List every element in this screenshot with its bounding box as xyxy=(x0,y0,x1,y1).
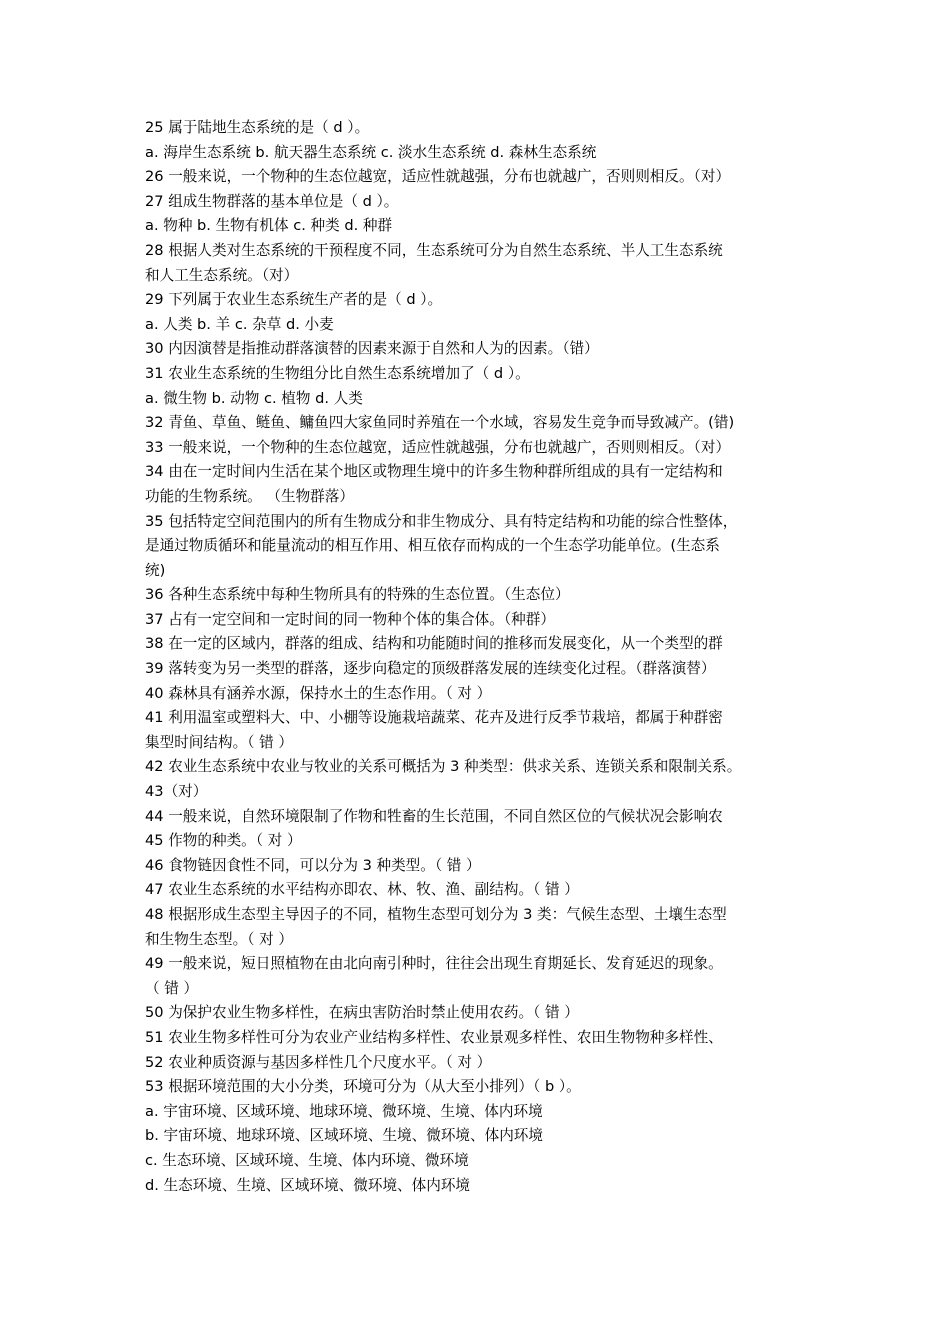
text-line: b. 宇宙环境、地球环境、区域环境、生境、微环境、体内环境 xyxy=(145,1127,543,1145)
text-line: 40 森林具有涵养水源，保持水土的生态作用。（ 对 ） xyxy=(145,684,492,702)
text-line: 52 农业种质资源与基因多样性几个尺度水平。（ 对 ） xyxy=(145,1053,492,1071)
text-line: 28 根据人类对生态系统的干预程度不同，生态系统可分为自然生态系统、半人工生态系统 xyxy=(145,241,723,259)
text-line: 34 由在一定时间内生活在某个地区或物理生境中的许多生物种群所组成的具有一定结构和 xyxy=(145,463,723,481)
text-line: d. 生态环境、生境、区域环境、微环境、体内环境 xyxy=(145,1176,471,1194)
text-line: 38 在一定的区域内，群落的组成、结构和功能随时间的推移而发展变化，从一个类型的群 xyxy=(145,635,723,653)
text-line: a. 人类 b. 羊 c. 杂草 d. 小麦 xyxy=(145,315,334,333)
text-line: a. 宇宙环境、区域环境、地球环境、微环境、生境、体内环境 xyxy=(145,1102,543,1120)
text-line: 26 一般来说，一个物种的生态位越宽，适应性就越强，分布也就越广，否则则相反。（对） xyxy=(145,168,731,186)
question-list xyxy=(145,116,810,1198)
text-line: 43（对） xyxy=(145,783,208,801)
text-line: 30 内因演替是指推动群落演替的因素来源于自然和人为的因素。（错） xyxy=(145,340,599,358)
text-line: 35 包括特定空间范围内的所有生物成分和非生物成分、具有特定结构和功能的综合性整体， xyxy=(145,512,738,530)
text-line: 25 属于陆地生态系统的是（ d ）。 xyxy=(145,119,370,136)
text-line: 27 组成生物群落的基本单位是（ d ）。 xyxy=(145,192,399,210)
text-line: a. 物种 b. 生物有机体 c. 种类 d. 种群 xyxy=(145,217,393,235)
text-line: 48 根据形成生态型主导因子的不同，植物生态型可划分为 3 类：气候生态型、土壤生态型 xyxy=(145,906,727,923)
text-line: a. 微生物 b. 动物 c. 植物 d. 人类 xyxy=(145,389,363,407)
text-line: 53 根据环境范围的大小分类，环境可分为（从大至小排列）（ b ）。 xyxy=(145,1078,581,1096)
text-line: 47 农业生态系统的水平结构亦即农、林、牧、渔、副结构。（ 错 ） xyxy=(145,881,579,899)
text-line: 51 农业生物多样性可分为农业产业结构多样性、农业景观多样性、农田生物物种多样性、 xyxy=(145,1028,723,1046)
text-line: 和人工生态系统。（对） xyxy=(145,266,299,284)
text-line: 45 作物的种类。（ 对 ） xyxy=(145,832,302,850)
text-line: 29 下列属于农业生态系统生产者的是（ d ）。 xyxy=(145,291,443,309)
text-line: 功能的生物系统。 （生物群落） xyxy=(145,487,354,505)
text-line: c. 生态环境、区域环境、生境、体内环境、微环境 xyxy=(145,1151,469,1169)
text-line: 33 一般来说，一个物种的生态位越宽，适应性就越强，分布也就越广，否则则相反。（对） xyxy=(145,438,731,456)
text-line: 统) xyxy=(145,561,166,579)
text-line: （ 错 ） xyxy=(145,979,199,997)
text-line: 44 一般来说，自然环境限制了作物和牲畜的生长范围，不同自然区位的气候状况会影响农 xyxy=(145,807,723,825)
text-line: 36 各种生态系统中每种生物所具有的特殊的生态位置。（生态位） xyxy=(145,586,570,604)
text-line: 46 食物链因食性不同，可以分为 3 种类型。（ 错 ） xyxy=(145,856,481,874)
text-line: 41 利用温室或塑料大、中、小棚等设施栽培蔬菜、花卉及进行反季节栽培，都属于种群密 xyxy=(145,709,723,727)
text-line: 集型时间结构。（ 错 ） xyxy=(145,733,293,751)
text-line: 49 一般来说，短日照植物在由北向南引种时，往往会出现生育期延长、发育延迟的现象。 xyxy=(145,955,723,973)
text-line: 42 农业生态系统中农业与牧业的关系可概括为 3 种类型：供求关系、连锁关系和限制关系。 xyxy=(145,758,742,776)
text-line: 是通过物质循环和能量流动的相互作用、相互依存而构成的一个生态学功能单位。(生态系 xyxy=(145,537,720,555)
text-line: 31 农业生态系统的生物组分比自然生态系统增加了（ d ）。 xyxy=(145,364,530,382)
text-line: a. 海岸生态系统 b. 航天器生态系统 c. 淡水生态系统 d. 森林生态系统 xyxy=(145,143,597,161)
text-line: 39 落转变为另一类型的群落，逐步向稳定的顶级群落发展的连续变化过程。（群落演替） xyxy=(145,660,716,678)
text-line: 32 青鱼、草鱼、鲢鱼、鳙鱼四大家鱼同时养殖在一个水域，容易发生竞争而导致减产。(错) xyxy=(145,414,735,432)
text-line: 50 为保护农业生物多样性，在病虫害防治时禁止使用农药。（ 错 ） xyxy=(145,1004,579,1022)
text-line: 37 占有一定空间和一定时间的同一物种个体的集合体。（种群） xyxy=(145,610,555,628)
text-line: 和生物生态型。（ 对 ） xyxy=(145,930,293,948)
